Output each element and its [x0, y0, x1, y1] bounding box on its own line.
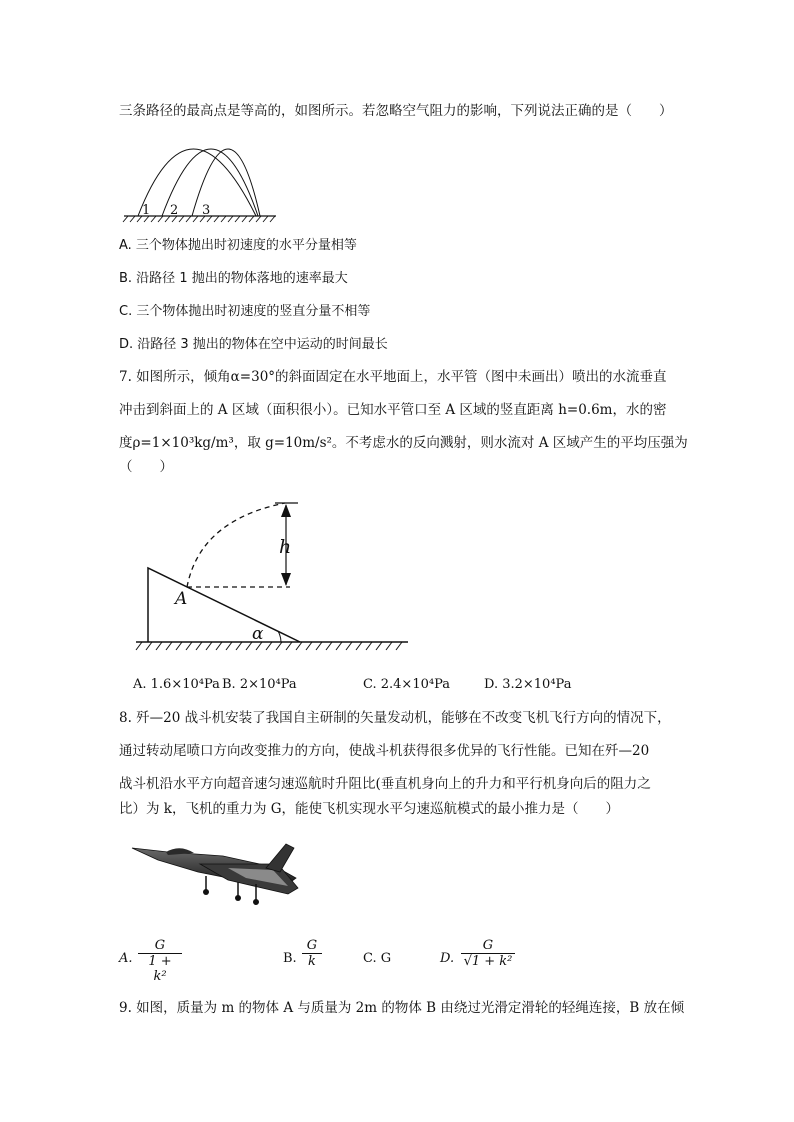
label-alpha: α: [252, 624, 264, 644]
q7-choice-b: B. 2×10⁴Pa: [222, 677, 297, 692]
q6-option-a: A. 三个物体抛出时初速度的水平分量相等: [119, 238, 357, 253]
q8-choice-d-fraction: [461, 938, 515, 969]
q8-choice-a-denominator: 1 + k²: [148, 954, 172, 984]
trajectory-1: [138, 149, 256, 216]
q8-choice-d-numerator: G: [482, 938, 494, 953]
q8-choice-b-fraction: [302, 938, 322, 969]
path-label-3: 3: [202, 203, 211, 218]
q6-option-d: D. 沿路径 3 抛出的物体在空中运动的时间最长: [119, 337, 388, 352]
q8-choice-d-denominator: √1 + k²: [463, 954, 513, 969]
q8-choice-a-fraction: [138, 938, 182, 984]
q8-choice-d-label: D.: [440, 951, 455, 966]
path-label-1: 1: [142, 203, 151, 218]
q8-choice-c: C. G: [363, 951, 392, 966]
q9-line-1: 9. 如图，质量为 m 的物体 A 与质量为 2m 的物体 B 由绕过光滑定滑轮的轻绳连接，B 放在倾: [119, 1000, 685, 1016]
path-label-2: 2: [170, 203, 179, 218]
q8-choice-a-label: A.: [119, 951, 133, 966]
label-h: h: [279, 536, 292, 558]
q8-line-3: 战斗机沿水平方向超音速匀速巡航时升阻比(垂直机身向上的升力和平行机身向后的阻力之: [119, 776, 651, 792]
q7-line-1: 7. 如图所示，倾角α=30°的斜面固定在水平地面上，水平管（图中未画出）喷出的水流垂直: [119, 369, 667, 385]
q8-choice-b-label: B.: [283, 951, 297, 966]
q7-choice-c: C. 2.4×10⁴Pa: [363, 677, 450, 692]
q6-stem: 三条路径的最高点是等高的，如图所示。若忽略空气阻力的影响，下列说法正确的是（ ）: [119, 103, 673, 119]
incline-figure: [130, 490, 420, 660]
q8-choice-b-numerator: G: [306, 938, 318, 953]
q8-line-1: 8. 歼—20 战斗机安装了我国自主研制的矢量发动机，能够在不改变飞机飞行方向的情况下，: [119, 710, 671, 726]
q8-choice-a-numerator: G: [154, 938, 166, 953]
q7-line-3: 度ρ=1×10³kg/m³，取 g=10m/s²。不考虑水的反向溅射，则水流对 A 区域产生的平均压强为: [119, 435, 688, 451]
q6-option-c: C. 三个物体抛出时初速度的竖直分量不相等: [119, 304, 371, 319]
q8-line-2: 通过转动尾喷口方向改变推力的方向，使战斗机获得很多优异的飞行性能。已知在歼—20: [119, 743, 650, 759]
q7-line-2: 冲击到斜面上的 A 区域（面积很小）。已知水平管口至 A 区域的竖直距离 h=0.6m，水的密: [119, 402, 667, 418]
label-a: A: [175, 589, 188, 609]
q8-choice-b-denominator: k: [308, 954, 316, 969]
q7-choice-a: A. 1.6×10⁴Pa: [133, 677, 220, 692]
fighter-jet-image: [128, 838, 303, 918]
q8-line-4: 比）为 k，飞机的重力为 G，能使飞机实现水平匀速巡航模式的最小推力是（ ）: [119, 801, 620, 817]
q7-choice-d: D. 3.2×10⁴Pa: [484, 677, 572, 692]
q7-line-4: （ ）: [119, 459, 173, 475]
q6-option-b: B. 沿路径 1 抛出的物体落地的速率最大: [119, 271, 348, 286]
